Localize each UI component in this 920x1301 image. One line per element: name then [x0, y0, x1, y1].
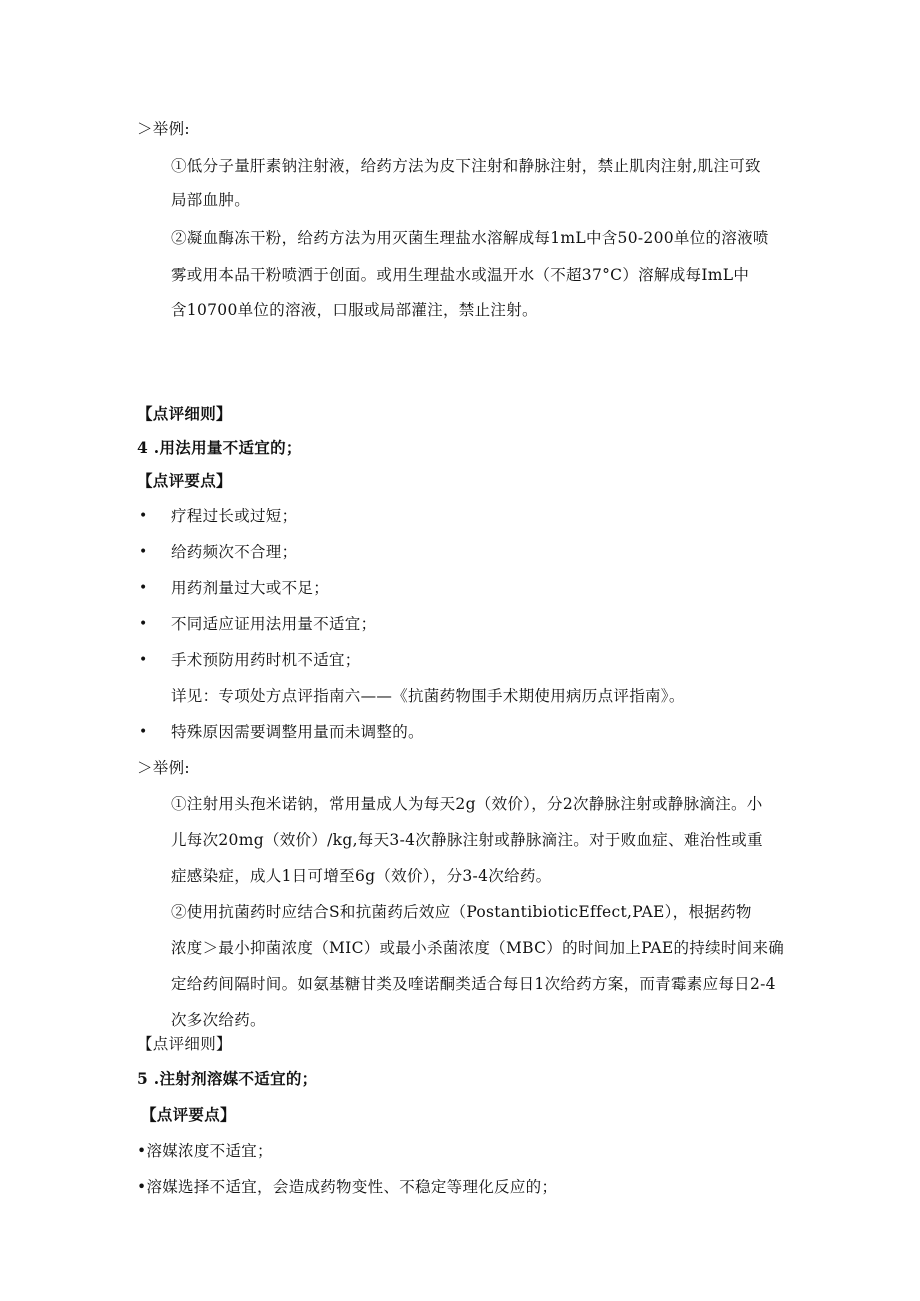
- bullet-marker: •: [139, 544, 148, 560]
- detail-note: 详见：专项处方点评指南六——《抗菌药物围手术期使用病历点评指南》。: [171, 687, 685, 705]
- example-2-line-4: 次多次给药。: [171, 1011, 266, 1029]
- section-title: 5 .注射剂溶媒不适宜的；: [137, 1069, 318, 1088]
- example-2-line-1: ②使用抗菌药时应结合S和抗菌药后效应（PostantibioticEffect,PAE），根据药物: [171, 903, 752, 921]
- section-title: 4 .用法用量不适宜的；: [137, 438, 302, 457]
- rules-heading: 【点评细则】: [137, 1035, 232, 1053]
- point-item: 给药频次不合理；: [171, 543, 298, 561]
- example-1-line-2: 儿每次20mg（效价）/kg,每天3-4次静脉注射或静脉滴注。对于败血症、难治性或重: [171, 831, 763, 849]
- rules-heading: 【点评细则】: [137, 404, 232, 423]
- example-1-line-2: 局部血肿。: [171, 191, 251, 209]
- point-item: 特殊原因需要调整用量而未调整的。: [171, 723, 424, 741]
- bullet-marker: •: [139, 616, 148, 632]
- point-item: •溶媒选择不适宜，会造成药物变性、不稳定等理化反应的；: [137, 1178, 558, 1196]
- point-item: 疗程过长或过短；: [171, 507, 298, 525]
- point-item: 用药剂量过大或不足；: [171, 579, 330, 597]
- example-2-line-1: ②凝血酶冻干粉，给药方法为用灭菌生理盐水溶解成每1mL中含50-200单位的溶液喷: [171, 229, 769, 247]
- bullet-marker: •: [139, 652, 148, 668]
- example-label: ＞举例:: [137, 120, 190, 138]
- example-1-line-1: ①注射用头孢米诺钠，常用量成人为每天2g（效价），分2次静脉注射或静脉滴注。小: [171, 795, 763, 813]
- example-2-line-3: 含10700单位的溶液，口服或局部灌注，禁止注射。: [171, 301, 538, 319]
- points-heading: 【点评要点】: [137, 471, 232, 490]
- bullet-marker: •: [139, 508, 148, 524]
- example-2-line-3: 定给药间隔时间。如氨基糖甘类及喹诺酮类适合每日1次给药方案，而青霉素应每日2-4: [171, 975, 776, 993]
- example-1-line-3: 症感染症，成人1日可增至6g（效价），分3-4次给药。: [171, 867, 552, 885]
- example-2-line-2: 浓度＞最小抑菌浓度（MIC）或最小杀菌浓度（MBC）的时间加上PAE的持续时间来确: [171, 939, 785, 957]
- points-heading: 【点评要点】: [141, 1105, 236, 1124]
- bullet-marker: •: [139, 724, 148, 740]
- bullet-marker: •: [139, 580, 148, 596]
- point-item: •溶媒浓度不适宜；: [137, 1142, 273, 1160]
- point-item: 不同适应证用法用量不适宜；: [171, 615, 377, 633]
- point-item: 手术预防用药时机不适宜；: [171, 651, 361, 669]
- example-1-line-1: ①低分子量肝素钠注射液，给药方法为皮下注射和静脉注射，禁止肌肉注射,肌注可致: [171, 157, 761, 175]
- example-2-line-2: 雾或用本品干粉喷洒于创面。或用生理盐水或温开水（不超37°C）溶解成每ImL中: [171, 266, 750, 284]
- example-label: ＞举例:: [137, 759, 190, 777]
